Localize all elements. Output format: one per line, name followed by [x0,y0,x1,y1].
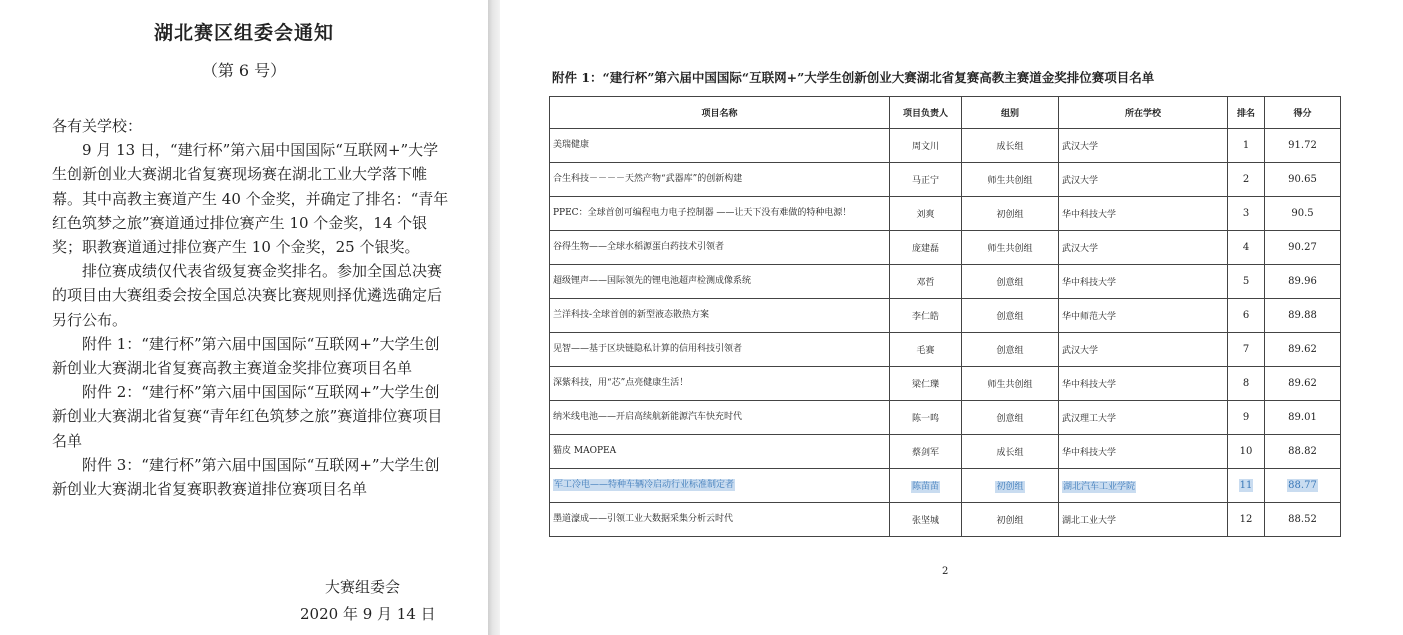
leader-cell [890,197,962,231]
school-cell [1059,129,1228,163]
notice-paragraph: 排位赛成绩仅代表省级复赛金奖排名。参加全国总决赛的项目由大赛组委会按全国总决赛比赛规则择优遴选确定后另行公布。 [52,262,443,329]
group-cell-text: 初创组 [996,482,1024,492]
leader-cell-text: 毛赛 [916,346,935,356]
group-cell-text: 创意组 [996,346,1024,356]
table-row [550,129,1341,163]
school-cell [1059,163,1228,197]
project-name-cell [550,163,890,197]
score-cell [1265,231,1341,265]
group-cell [962,231,1059,265]
school-cell [1059,265,1228,299]
page-number: 2 [942,566,949,577]
project-name-cell-text: 兰洋科技-全球首创的新型液态散热方案 [553,310,710,320]
school-cell-text: 华中科技大学 [1062,278,1117,288]
rank-cell-text: 1 [1242,140,1250,151]
group-cell [962,503,1059,537]
score-cell-text: 89.96 [1288,276,1317,287]
rank-cell-text: 5 [1242,276,1250,287]
score-cell-text: 88.52 [1288,514,1317,525]
page-gutter [488,0,500,635]
project-name-cell-text: 军工冷电——特种车辆冷启动行业标准制定者 [554,480,735,490]
leader-cell-text: 梁仁瓅 [911,380,939,390]
group-cell-text: 师生共创组 [987,244,1033,254]
school-cell-text: 湖北汽车工业学院 [1063,482,1136,492]
rank-cell-text: 10 [1239,446,1253,457]
notice-title: 湖北赛区组委会通知 [153,22,334,44]
table-header-row [550,97,1341,129]
table-row [550,435,1341,469]
score-cell [1265,469,1341,503]
group-cell [962,197,1059,231]
leader-cell-text: 刘爽 [916,210,935,220]
project-name-cell-text: 美瑞健康 [553,140,590,150]
project-name-cell [550,129,890,163]
leader-cell-text: 邓哲 [916,278,935,288]
header-rank: 排名 [1228,97,1265,129]
signature-date: 2020 年 9 月 14 日 [300,605,436,623]
score-cell-text: 90.5 [1291,208,1314,219]
rank-cell [1228,265,1265,299]
notice-body [52,114,452,501]
leader-cell [890,401,962,435]
score-cell-text: 90.65 [1288,174,1317,185]
rank-cell-text: 6 [1242,310,1250,321]
leader-cell [890,231,962,265]
rank-cell-text: 7 [1242,344,1250,355]
header-score: 得分 [1265,97,1341,129]
table-body [550,129,1341,537]
rank-cell [1228,299,1265,333]
group-cell-text: 师生共创组 [987,176,1033,186]
score-cell-text: 88.82 [1288,446,1317,457]
leader-cell-text: 陈一鸣 [911,414,939,424]
leader-cell-text: 庞建磊 [911,244,939,254]
leader-cell-text: 李仁皓 [911,312,939,322]
leader-cell [890,299,962,333]
project-name-cell [550,367,890,401]
group-cell-text: 成长组 [996,142,1024,152]
score-cell-text: 91.72 [1288,140,1317,151]
leader-cell-text: 马正宁 [911,176,939,186]
group-cell-text: 创意组 [996,312,1024,322]
table-row [550,197,1341,231]
notice-paragraph: 附件 1：“建行杯”第六届中国国际“互联网+”大学生创新创业大赛湖北省复赛高教主赛道金奖排位赛项目名单 [52,334,440,378]
notice-paragraph: 附件 2：“建行杯”第六届中国国际“互联网+”大学生创新创业大赛湖北省复赛“青年红色筑梦之旅”赛道排位赛项目名单 [52,383,443,450]
table-row [550,163,1341,197]
group-cell-text: 成长组 [996,448,1024,458]
group-cell-text: 师生共创组 [987,380,1033,390]
leader-cell-text: 周文川 [911,142,939,152]
rank-cell [1228,503,1265,537]
school-cell-text: 武汉理工大学 [1062,414,1117,424]
project-name-cell [550,503,890,537]
score-cell [1265,197,1341,231]
signature-org: 大赛组委会 [325,578,401,596]
rank-cell [1228,231,1265,265]
group-cell [962,401,1059,435]
table-row [550,333,1341,367]
leader-cell-text: 张坚城 [911,516,939,526]
project-name-cell [550,197,890,231]
school-cell [1059,503,1228,537]
project-name-cell-text: 合生科技－－－－天然产物“武器库”的创新构建 [553,174,743,184]
school-cell-text: 华中科技大学 [1062,380,1117,390]
rank-cell [1228,469,1265,503]
group-cell [962,469,1059,503]
project-name-cell [550,401,890,435]
score-cell [1265,401,1341,435]
school-cell-text: 武汉大学 [1062,346,1099,356]
group-cell [962,367,1059,401]
rank-cell-text: 3 [1242,208,1250,219]
group-cell [962,333,1059,367]
score-cell [1265,367,1341,401]
school-cell-text: 湖北工业大学 [1062,516,1117,526]
project-name-cell [550,231,890,265]
notice-paragraph: 附件 3：“建行杯”第六届中国国际“互联网+”大学生创新创业大赛湖北省复赛职教赛道排位赛项目名单 [52,455,440,499]
project-name-cell-text: 超级锂声——国际领先的锂电池超声检测成像系统 [553,276,752,286]
table-row [550,367,1341,401]
score-cell-text: 89.01 [1288,412,1317,423]
score-cell-text: 89.62 [1288,344,1317,355]
score-cell [1265,265,1341,299]
attachment-page [500,0,1403,635]
school-cell [1059,231,1228,265]
table-row [550,469,1341,503]
rank-cell [1228,401,1265,435]
group-cell-text: 创意组 [996,278,1024,288]
rank-cell [1228,197,1265,231]
rank-cell-text: 2 [1242,174,1250,185]
score-cell [1265,503,1341,537]
project-name-cell-text: 猫皮 MAOPEA [553,446,617,456]
header-school: 所在学校 [1059,97,1228,129]
project-name-cell-text: 谷得生物——全球水稻源蛋白药技术引领者 [553,242,725,252]
rank-cell-text: 11 [1239,480,1253,491]
project-name-cell-text: PPEC：全球首创可编程电力电子控制器 ——让天下没有难做的特种电源！ [553,208,852,218]
table-row [550,401,1341,435]
project-name-cell [550,299,890,333]
notice-paragraph: 9 月 13 日，“建行杯”第六届中国国际“互联网+”大学生创新创业大赛湖北省复赛现场赛在湖北工业大学落下帷幕。其中高教主赛道产生 40 个金奖，并确定了排名：“青年红色筑梦之旅”赛道通过排位赛产生 10 个金奖，14 个银奖；职教赛道通过排位赛产生 10 个金奖，25 个银奖。 [52,141,449,257]
rank-cell-text: 9 [1242,412,1250,423]
leader-cell [890,129,962,163]
rank-cell-text: 4 [1242,242,1250,253]
notice-paragraph: 各有关学校： [52,117,143,135]
school-cell-text: 华中师范大学 [1062,312,1117,322]
leader-cell [890,503,962,537]
school-cell [1059,197,1228,231]
school-cell [1059,367,1228,401]
table-row [550,299,1341,333]
leader-cell-text: 蔡剑军 [911,448,939,458]
score-cell-text: 89.88 [1288,310,1317,321]
leader-cell [890,367,962,401]
header-project-name: 项目名称 [550,97,890,129]
rank-cell [1228,163,1265,197]
score-cell [1265,435,1341,469]
group-cell [962,265,1059,299]
group-cell [962,163,1059,197]
score-cell [1265,129,1341,163]
project-name-cell [550,435,890,469]
school-cell-text: 华中科技大学 [1062,210,1117,220]
school-cell [1059,401,1228,435]
leader-cell [890,469,962,503]
score-cell [1265,163,1341,197]
score-cell-text: 90.27 [1288,242,1317,253]
rank-cell [1228,333,1265,367]
project-name-cell [550,265,890,299]
project-name-cell-text: 见智——基于区块链隐私计算的信用科技引领者 [553,344,743,354]
leader-cell [890,265,962,299]
project-name-cell-text: 深紫科技，用“芯”点亮健康生活！ [553,378,689,388]
group-cell-text: 创意组 [996,414,1024,424]
group-cell-text: 初创组 [996,210,1024,220]
rank-cell [1228,367,1265,401]
project-name-cell [550,469,890,503]
notice-number: （第 6 号） [201,61,287,80]
group-cell [962,435,1059,469]
school-cell [1059,435,1228,469]
leader-cell [890,333,962,367]
group-cell [962,129,1059,163]
school-cell-text: 华中科技大学 [1062,448,1117,458]
ranking-table [549,96,1341,537]
school-cell [1059,333,1228,367]
rank-cell-text: 8 [1242,378,1250,389]
project-name-cell [550,333,890,367]
notice-page [0,0,488,635]
table-row [550,231,1341,265]
project-name-cell-text: 纳米线电池——开启高续航新能源汽车快充时代 [553,412,743,422]
table-row [550,503,1341,537]
rank-cell [1228,129,1265,163]
header-leader: 项目负责人 [890,97,962,129]
score-cell [1265,299,1341,333]
school-cell [1059,299,1228,333]
leader-cell [890,163,962,197]
school-cell-text: 武汉大学 [1062,244,1099,254]
school-cell-text: 武汉大学 [1062,176,1099,186]
group-cell [962,299,1059,333]
table-row [550,265,1341,299]
attachment-title: 附件 1：“建行杯”第六届中国国际“互联网+”大学生创新创业大赛湖北省复赛高教主赛道金奖排位赛项目名单 [552,70,1155,85]
rank-cell-text: 12 [1239,514,1253,525]
header-group: 组别 [962,97,1059,129]
school-cell [1059,469,1228,503]
rank-cell [1228,435,1265,469]
leader-cell [890,435,962,469]
score-cell-text: 88.77 [1288,480,1317,491]
project-name-cell-text: 墨道濠成——引领工业大数据采集分析云时代 [553,514,734,524]
leader-cell-text: 陈苗苗 [911,482,939,492]
group-cell-text: 初创组 [996,516,1024,526]
score-cell-text: 89.62 [1288,378,1317,389]
school-cell-text: 武汉大学 [1062,142,1099,152]
score-cell [1265,333,1341,367]
